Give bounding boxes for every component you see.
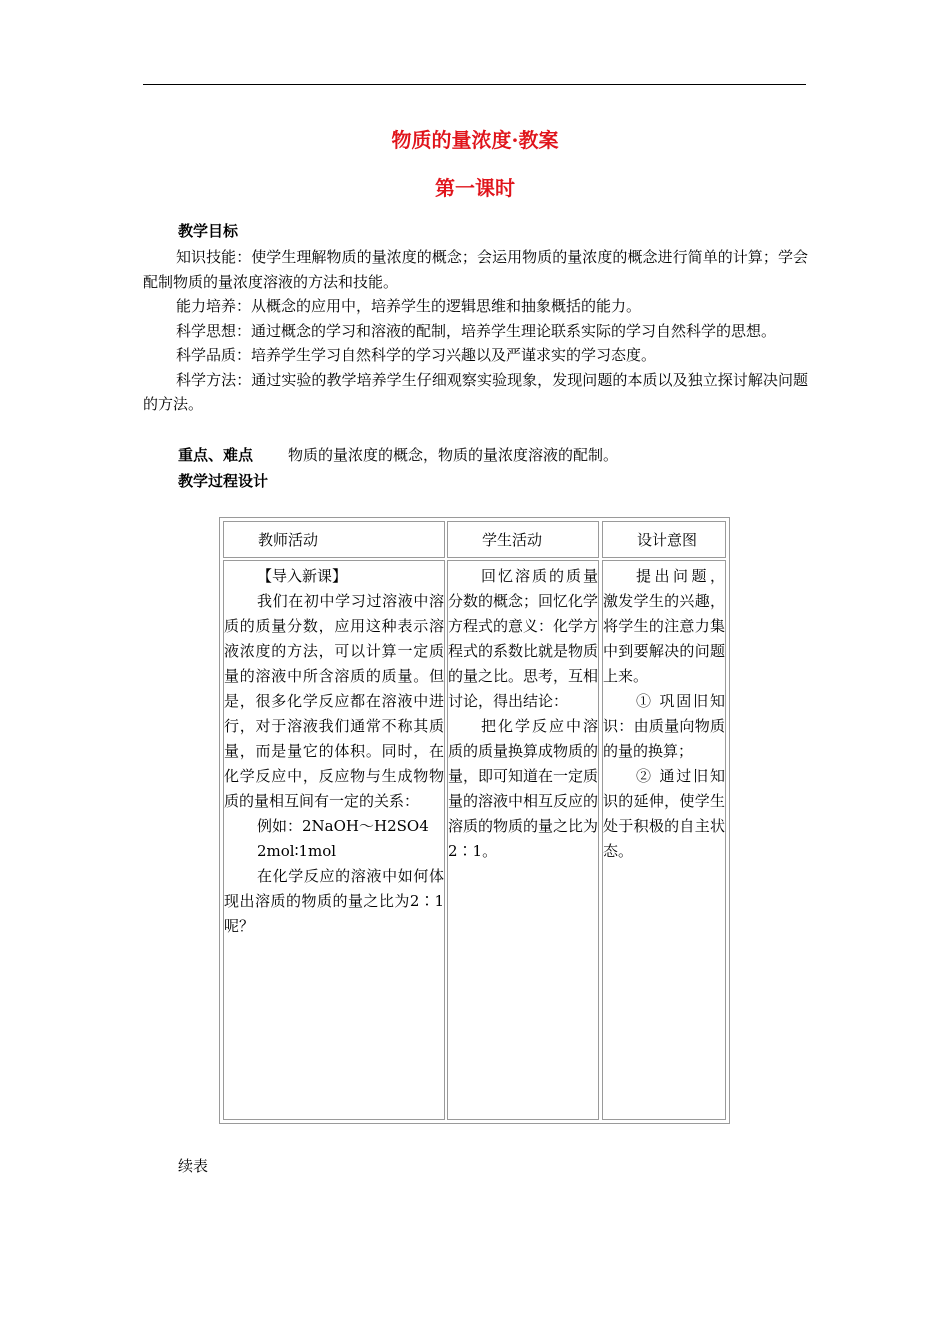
objective-ability: 能力培养：从概念的应用中，培养学生的逻辑思维和抽象概括的能力。: [176, 297, 642, 315]
process-heading: 教学过程设计: [178, 472, 269, 490]
key-points-line: [178, 444, 618, 465]
header-teacher: 教师活动: [223, 521, 445, 558]
teacher-ratio: 2mol∶1mol: [257, 842, 337, 860]
lesson-table: [219, 517, 730, 1124]
lesson-subtitle: 第一课时: [435, 176, 515, 200]
teacher-paragraph: 我们在初中学习过溶液中溶质的质量分数，应用这种表示溶液浓度的方法，可以计算一定质量的溶液中所含溶质的质量。但是，很多化学反应都在溶液中进行，对于溶液我们通常不称其质量，而是量它的体积。同时，在化学反应中，反应物与生成物物质的量相互间有一定的关系：: [224, 592, 444, 810]
teacher-cell: [223, 560, 445, 1120]
objective-quality: 科学品质：培养学生学习自然科学的学习兴趣以及严谨求实的学习态度。: [176, 346, 657, 364]
teacher-intro-label: 【导入新课】: [257, 567, 348, 585]
student-paragraph-2: 把化学反应中溶质的质量换算成物质的量，即可知道在一定质量的溶液中相互反应的溶质的物质的量之比为2∶1。: [448, 717, 599, 860]
objectives-heading: 教学目标: [178, 222, 239, 240]
intent-paragraph-3: ② 通过旧知识的延伸，使学生处于积极的自主状态。: [603, 767, 725, 860]
header-intent: 设计意图: [602, 521, 726, 558]
key-points-label: 重点、难点: [178, 446, 254, 464]
student-cell: [447, 560, 599, 1120]
intent-paragraph-2: ① 巩固旧知识：由质量向物质的量的换算；: [603, 692, 725, 760]
header-rule: [143, 84, 806, 85]
objective-knowledge: 知识技能：使学生理解物质的量浓度的概念；会运用物质的量浓度的概念进行简单的计算；学会配制物质的量浓度溶液的方法和技能。: [143, 248, 808, 291]
objective-method: 科学方法：通过实验的教学培养学生仔细观察实验现象，发现问题的本质以及独立探讨解决问题的方法。: [143, 370, 808, 413]
header-student: 学生活动: [447, 521, 599, 558]
objectives-list: [143, 245, 808, 417]
continued-label: 续表: [178, 1157, 209, 1175]
teacher-question: 在化学反应的溶液中如何体现出溶质的物质的量之比为2∶1呢？: [224, 867, 444, 935]
document-title: 物质的量浓度·教案: [391, 128, 559, 152]
intent-paragraph-1: 提出问题，激发学生的兴趣，将学生的注意力集中到要解决的问题上来。: [603, 567, 725, 685]
teacher-example: 例如：2NaOH～H2SO4: [257, 817, 429, 835]
intent-cell: [602, 560, 726, 1120]
student-paragraph-1: 回忆溶质的质量分数的概念；回忆化学方程式的意义：化学方程式的系数比就是物质的量之比。思考，互相讨论，得出结论：: [448, 567, 599, 710]
objective-thinking: 科学思想：通过概念的学习和溶液的配制，培养学生理论联系实际的学习自然科学的思想。: [176, 321, 777, 340]
key-points-text: 物质的量浓度的概念，物质的量浓度溶液的配制。: [288, 446, 619, 464]
